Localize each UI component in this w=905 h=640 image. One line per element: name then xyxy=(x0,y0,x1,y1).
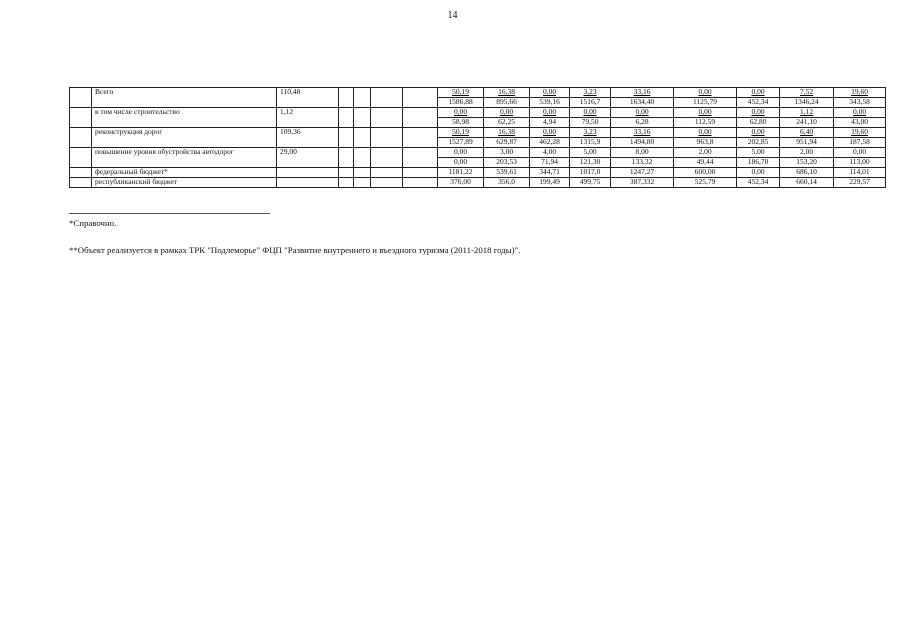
value-cell: 963,8 xyxy=(674,138,737,148)
value-cell: 3,00 xyxy=(484,148,530,158)
value-cell: 112,59 xyxy=(674,118,737,128)
empty-cell xyxy=(371,128,403,148)
row-index-cell xyxy=(70,148,92,168)
value-cell: 79,50 xyxy=(570,118,611,128)
value-cell: 33,16 xyxy=(611,88,674,98)
value-cell: 71,94 xyxy=(530,158,570,168)
value-cell: 203,53 xyxy=(484,158,530,168)
row-total-cell: 109,36 xyxy=(277,128,339,148)
empty-cell xyxy=(339,128,354,148)
table-row xyxy=(70,88,886,98)
value-cell: 1634,40 xyxy=(611,98,674,108)
value-cell: 19,60 xyxy=(834,88,886,98)
row-index-cell xyxy=(70,168,92,178)
value-cell: 33,16 xyxy=(611,128,674,138)
value-cell: 0,00 xyxy=(438,158,484,168)
value-cell: 629,87 xyxy=(484,138,530,148)
empty-cell xyxy=(354,128,371,148)
row-name-cell: республиканский бюджет xyxy=(92,178,277,188)
value-cell: 113,00 xyxy=(834,158,886,168)
value-cell: 43,00 xyxy=(834,118,886,128)
value-cell: 0,00 xyxy=(530,108,570,118)
table-row xyxy=(70,148,886,158)
value-cell: 50,19 xyxy=(438,88,484,98)
value-cell: 133,32 xyxy=(611,158,674,168)
value-cell: 50,19 xyxy=(438,128,484,138)
value-cell: 0,00 xyxy=(674,88,737,98)
value-cell: 0,00 xyxy=(674,128,737,138)
footnote-object: **Объект реализуется в рамках ТРК "Подлеморье" ФЦП "Развитие внутреннего и въездного туризма (2011-2018 годы)". xyxy=(69,245,521,255)
value-cell: 62,80 xyxy=(737,118,780,128)
row-index-cell xyxy=(70,88,92,108)
value-cell: 0,00 xyxy=(611,108,674,118)
empty-cell xyxy=(371,168,403,178)
row-name-cell: реконструкция дорог xyxy=(92,128,277,148)
value-cell: 0,00 xyxy=(438,148,484,158)
row-total-cell: 1,12 xyxy=(277,108,339,128)
value-cell: 1586,88 xyxy=(438,98,484,108)
value-cell: 5,00 xyxy=(570,148,611,158)
value-cell: 0,00 xyxy=(737,88,780,98)
value-cell: 0,00 xyxy=(674,108,737,118)
value-cell: 895,66 xyxy=(484,98,530,108)
empty-cell xyxy=(339,88,354,108)
value-cell: 0,00 xyxy=(484,108,530,118)
footnote-reference: *Справочно. xyxy=(69,218,117,228)
value-cell: 356,0 xyxy=(484,178,530,188)
value-cell: 4,94 xyxy=(530,118,570,128)
value-cell: 5,00 xyxy=(737,148,780,158)
value-cell: 6,40 xyxy=(780,128,834,138)
empty-cell xyxy=(403,108,438,128)
row-name-cell: Всего xyxy=(92,88,277,108)
value-cell: 462,28 xyxy=(530,138,570,148)
empty-cell xyxy=(371,108,403,128)
empty-cell xyxy=(354,88,371,108)
value-cell: 539,61 xyxy=(484,168,530,178)
value-cell: 0,00 xyxy=(737,128,780,138)
table-row xyxy=(70,128,886,138)
row-name-cell: в том числе строительство xyxy=(92,108,277,128)
value-cell: 0,00 xyxy=(570,108,611,118)
value-cell: 539,16 xyxy=(530,98,570,108)
value-cell: 0,00 xyxy=(530,88,570,98)
value-cell: 660,14 xyxy=(780,178,834,188)
page-number: 14 xyxy=(447,10,458,21)
value-cell: 343,58 xyxy=(834,98,886,108)
value-cell: 186,70 xyxy=(737,158,780,168)
value-cell: 1494,80 xyxy=(611,138,674,148)
row-index-cell xyxy=(70,178,92,188)
empty-cell xyxy=(339,168,354,178)
value-cell: 1315,9 xyxy=(570,138,611,148)
row-name-cell: повышение уровня обустройства автодорог xyxy=(92,148,277,168)
value-cell: 62,25 xyxy=(484,118,530,128)
empty-cell xyxy=(371,88,403,108)
value-cell: 58,98 xyxy=(438,118,484,128)
empty-cell xyxy=(371,148,403,168)
value-cell: 3,23 xyxy=(570,128,611,138)
value-cell: 2,00 xyxy=(780,148,834,158)
row-total-cell xyxy=(277,168,339,178)
table-row xyxy=(70,168,886,178)
value-cell: 0,00 xyxy=(834,148,886,158)
value-cell: 16,38 xyxy=(484,128,530,138)
value-cell: 1017,0 xyxy=(570,168,611,178)
value-cell: 1346,24 xyxy=(780,98,834,108)
empty-cell xyxy=(403,128,438,148)
budget-table xyxy=(69,87,886,188)
row-total-cell xyxy=(277,178,339,188)
empty-cell xyxy=(403,168,438,178)
value-cell: 1125,79 xyxy=(674,98,737,108)
value-cell: 3,23 xyxy=(570,88,611,98)
value-cell: 1527,89 xyxy=(438,138,484,148)
value-cell: 0,00 xyxy=(438,108,484,118)
empty-cell xyxy=(371,178,403,188)
value-cell: 600,00 xyxy=(674,168,737,178)
value-cell: 344,71 xyxy=(530,168,570,178)
empty-cell xyxy=(354,148,371,168)
value-cell: 1516,7 xyxy=(570,98,611,108)
value-cell: 114,01 xyxy=(834,168,886,178)
value-cell: 0,00 xyxy=(737,168,780,178)
empty-cell xyxy=(339,108,354,128)
empty-cell xyxy=(354,178,371,188)
budget-table-body xyxy=(70,88,886,188)
value-cell: 686,10 xyxy=(780,168,834,178)
empty-cell xyxy=(354,168,371,178)
value-cell: 7,52 xyxy=(780,88,834,98)
value-cell: 2,00 xyxy=(674,148,737,158)
value-cell: 525,79 xyxy=(674,178,737,188)
row-index-cell xyxy=(70,108,92,128)
value-cell: 1247,27 xyxy=(611,168,674,178)
value-cell: 202,85 xyxy=(737,138,780,148)
value-cell: 499,75 xyxy=(570,178,611,188)
empty-cell xyxy=(339,178,354,188)
value-cell: 49,44 xyxy=(674,158,737,168)
value-cell: 8,00 xyxy=(611,148,674,158)
row-name-cell: федеральный бюджет* xyxy=(92,168,277,178)
table-row xyxy=(70,178,886,188)
value-cell: 0,00 xyxy=(737,108,780,118)
empty-cell xyxy=(403,178,438,188)
value-cell: 199,49 xyxy=(530,178,570,188)
value-cell: 951,94 xyxy=(780,138,834,148)
value-cell: 16,38 xyxy=(484,88,530,98)
value-cell: 452,34 xyxy=(737,178,780,188)
value-cell: 387,332 xyxy=(611,178,674,188)
value-cell: 452,34 xyxy=(737,98,780,108)
value-cell: 19,60 xyxy=(834,128,886,138)
value-cell: 1,12 xyxy=(780,108,834,118)
value-cell: 4,00 xyxy=(530,148,570,158)
table-row xyxy=(70,108,886,118)
row-total-cell: 110,48 xyxy=(277,88,339,108)
empty-cell xyxy=(403,88,438,108)
value-cell: 187,58 xyxy=(834,138,886,148)
value-cell: 121,30 xyxy=(570,158,611,168)
value-cell: 0,00 xyxy=(530,128,570,138)
empty-cell xyxy=(339,148,354,168)
empty-cell xyxy=(403,148,438,168)
value-cell: 0,00 xyxy=(834,108,886,118)
row-total-cell: 29,00 xyxy=(277,148,339,168)
value-cell: 153,20 xyxy=(780,158,834,168)
row-index-cell xyxy=(70,128,92,148)
empty-cell xyxy=(354,108,371,128)
value-cell: 6,28 xyxy=(611,118,674,128)
value-cell: 376,00 xyxy=(438,178,484,188)
value-cell: 241,10 xyxy=(780,118,834,128)
value-cell: 1181,22 xyxy=(438,168,484,178)
value-cell: 229,57 xyxy=(834,178,886,188)
footnote-divider xyxy=(69,213,270,214)
